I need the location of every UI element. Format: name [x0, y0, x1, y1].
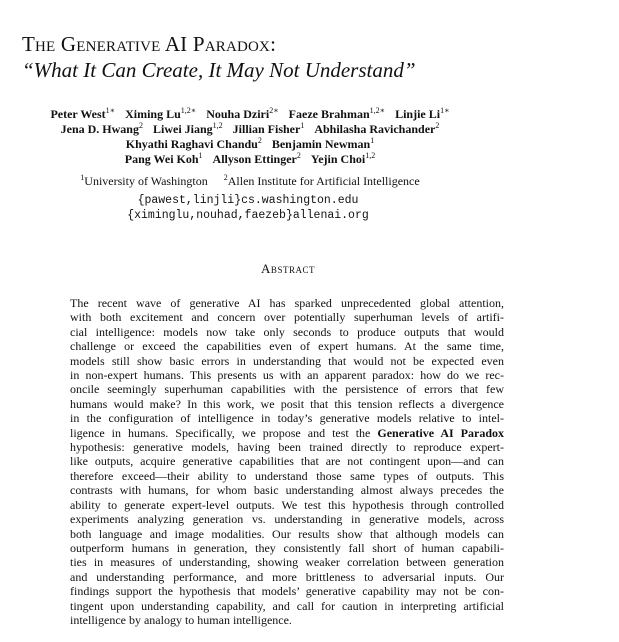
abstract-line: therefore exceed—their ability to understand those same types of outputs. This [70, 468, 504, 483]
abstract-line: both language and image modalities. Our results show that although models can [70, 526, 504, 541]
affiliation-name: University of Washington [84, 174, 208, 188]
abstract-line: with both excitement and concern over potentially superhuman levels of artifi- [70, 310, 504, 325]
abstract-line: cial intelligence: models now take only seconds to produce outputs that would [70, 324, 504, 339]
author [153, 122, 223, 136]
author-affiliation-mark: 1∗ [440, 106, 450, 115]
author-name: Jena D. Hwang [60, 122, 139, 136]
author [233, 122, 305, 136]
abstract-line: experiments analyzing generation vs. understanding in generative models, across [70, 512, 504, 527]
affiliation [224, 174, 420, 188]
author [61, 122, 143, 136]
author-affiliation-mark: 1 [370, 136, 375, 145]
author-affiliation-mark: 1,2 [365, 151, 376, 160]
author [272, 137, 374, 151]
author-name: Abhilasha Ravichander [314, 122, 436, 136]
author-affiliation-mark: 1,2 [212, 121, 223, 130]
author-name: Allyson Ettinger [212, 152, 297, 166]
affiliation-mark: 2 [223, 173, 228, 182]
abstract-line: humans would make? In this work, we posit that this tension reflects a divergence [70, 396, 504, 411]
abstract-line: like outputs, acquire generative capabilities that are not contingent upon—and can [70, 454, 504, 469]
abstract-line: and understanding performance, and more brittleness to adversarial inputs. Our [70, 569, 504, 584]
abstract-line: outperform humans in generation, they consistently fall short of human capabili- [70, 540, 504, 555]
author-name: Faeze Brahman [288, 107, 370, 121]
author-affiliation-mark: 1 [300, 121, 305, 130]
abstract-line: in the configuration of intelligence in today’s generative models relative to intel- [70, 411, 504, 426]
author-name: Benjamin Newman [271, 137, 371, 151]
author [206, 107, 278, 121]
affiliation-name: Allen Institute for Artificial Intelligence [227, 174, 420, 188]
paper-subtitle: “What It Can Create, It May Not Understand” [22, 58, 416, 82]
author-affiliation-mark: 2 [435, 121, 440, 130]
author-name: Yejin Choi [310, 152, 366, 166]
author-affiliation-mark: 2 [257, 136, 262, 145]
author-affiliation-mark: 1,2∗ [180, 106, 197, 115]
author [311, 152, 375, 166]
abstract-line: tingent upon understanding capability, and call for caution in interpreting artificial [70, 598, 504, 613]
author [314, 122, 439, 136]
abstract-line: models still show basic errors in understanding that would not be expected even [70, 353, 504, 368]
author-name: Ximing Lu [125, 107, 181, 121]
author-name: Pang Wei Koh [124, 152, 199, 166]
author-affiliation-mark: 2 [296, 151, 301, 160]
abstract-line [70, 426, 504, 440]
abstract-line: ability to generate expert-level outputs. We test this hypothesis through controlled [70, 497, 504, 512]
abstract-line: hypothesis: generative models, having been trained directly to reproduce expert- [70, 440, 504, 455]
author-list [0, 107, 500, 167]
abstract-line: challenge or exceed the capabilities even of expert humans. At the same time, [70, 339, 504, 354]
author-row [0, 122, 500, 137]
abstract-line: The recent wave of generative AI has sparked unprecedented global attention, [70, 296, 504, 310]
abstract-line: contrasts with humans, for whom basic understanding almost always precedes the [70, 483, 504, 498]
abstract-line: oncile seemingly superhuman capabilities with the persistence of errors that few [70, 382, 504, 397]
author-name: Peter West [50, 107, 106, 121]
paradox-term: Generative AI Paradox [377, 425, 504, 440]
affiliations [0, 174, 500, 189]
author [50, 107, 115, 121]
abstract-text: ligence in humans. Specifically, we propose and test the [70, 425, 378, 440]
author-name: Linjie Li [395, 107, 441, 121]
email-list [0, 193, 496, 223]
author-row [0, 152, 500, 167]
affiliation [80, 174, 207, 188]
author-row [0, 137, 500, 152]
paper-title: The Generative AI Paradox: [22, 32, 277, 56]
abstract-line: in non-expert humans. This presents us with an apparent paradox: how do we rec- [70, 368, 504, 383]
abstract-line: intelligence by analogy to human intelligence. [70, 612, 292, 627]
author-affiliation-mark: 2∗ [269, 106, 279, 115]
abstract-line: ties in measures of understanding, showing weaker correlation between generation [70, 555, 504, 570]
abstract-body [70, 296, 504, 627]
affiliation-mark: 1 [80, 173, 85, 182]
author-name: Liwei Jiang [152, 122, 213, 136]
author-name: Nouha Dziri [206, 107, 270, 121]
abstract-heading: Abstract [261, 261, 315, 276]
author-name: Jillian Fisher [232, 122, 301, 136]
author-affiliation-mark: 1∗ [105, 106, 116, 115]
author-affiliation-mark: 1,2∗ [369, 106, 386, 115]
author-affiliation-mark: 2 [138, 121, 143, 130]
author-row [0, 107, 500, 122]
author [125, 107, 196, 121]
email-address: {pawest,linjli}cs.washington.edu [137, 194, 359, 207]
author [126, 137, 262, 151]
author [213, 152, 301, 166]
author [289, 107, 385, 121]
email-address: {ximinglu,nouhad,faezeb}allenai.org [127, 209, 369, 222]
abstract-line: findings support the hypothesis that models’ generative capability may not be con- [70, 584, 504, 599]
author [125, 152, 203, 166]
author-name: Khyathi Raghavi Chandu [125, 137, 258, 151]
author-affiliation-mark: 1 [198, 151, 203, 160]
author [395, 107, 449, 121]
